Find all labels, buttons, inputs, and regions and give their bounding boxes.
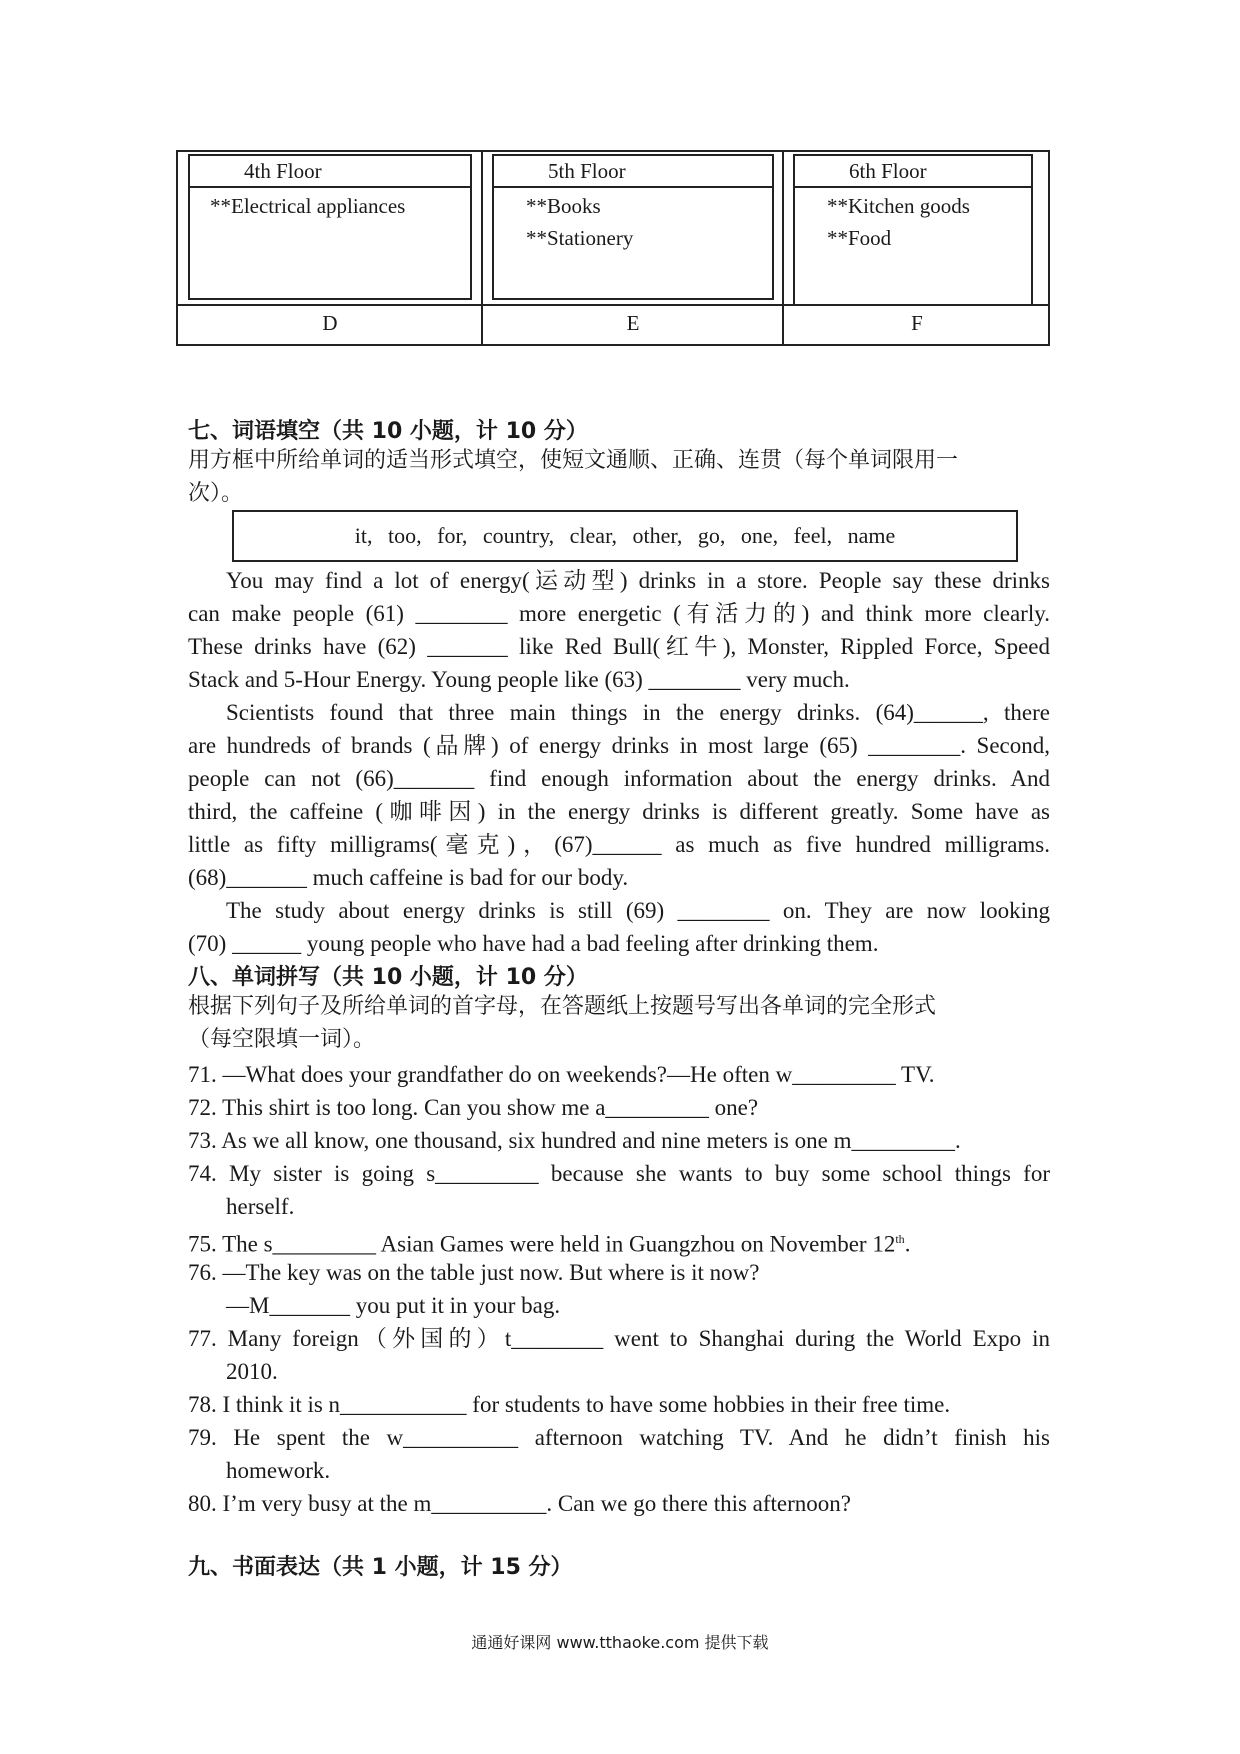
- passage-line: Stack and 5-Hour Energy. Young people like (63) ________ very much.: [188, 667, 850, 692]
- passage-line: These drinks have (62) _______ like Red Bull(红牛), Monster, Rippled Force, Speed: [188, 634, 1050, 659]
- section-instruction: 用方框中所给单词的适当形式填空，使短文通顺、正确、连贯（每个单词限用一: [188, 448, 959, 473]
- option-letter: F: [911, 311, 923, 335]
- question-76: 76. —The key was on the table just now. But where is it now?: [188, 1260, 760, 1285]
- passage-line: Scientists found that three main things in the energy drinks. (64)______, there: [226, 700, 1050, 725]
- passage-line: The study about energy drinks is still (69) ________ on. They are now looking: [226, 898, 1050, 923]
- word-bank-box: it, too, for, country, clear, other, go, one, feel, name: [232, 510, 1018, 562]
- question-74-cont: herself.: [226, 1194, 295, 1219]
- option-letter: D: [322, 311, 338, 335]
- question-77-cont: 2010.: [226, 1359, 278, 1384]
- floor-box-5th: [492, 154, 774, 300]
- question-80: 80. I’m very busy at the m__________. Can we go there this afternoon?: [188, 1491, 852, 1516]
- question-78: 78. I think it is n___________ for students to have some hobbies in their free time.: [188, 1392, 951, 1417]
- floor-box-6th: [793, 154, 1033, 306]
- floor-item: **Food: [827, 226, 892, 250]
- passage-line: can make people (61) ________ more energetic (有活力的) and think more clearly.: [188, 601, 1050, 626]
- floor-item: **Kitchen goods: [827, 194, 970, 218]
- passage-line: people can not (66)_______ find enough information about the energy drinks. And: [188, 766, 1050, 791]
- floor-directory-table: [176, 150, 1050, 346]
- passage-line: (68)_______ much caffeine is bad for our body.: [188, 865, 629, 890]
- section-heading-8: 八、单词拼写（共 10 小题，计 10 分）: [188, 965, 588, 990]
- passage-line: (70) ______ young people who have had a bad feeling after drinking them.: [188, 931, 879, 956]
- question-71: 71. —What does your grandfather do on weekends?—He often w_________ TV.: [188, 1062, 935, 1087]
- section-instruction: 根据下列句子及所给单词的首字母，在答题纸上按题号写出各单词的完全形式: [188, 994, 937, 1019]
- floor-box-4th: [188, 154, 472, 300]
- question-76-reply: —M_______ you put it in your bag.: [226, 1293, 561, 1318]
- question-74: 74. My sister is going s_________ because she wants to buy some school things for: [188, 1161, 1050, 1186]
- page-footer: 通通好课网 www.tthaoke.com 提供下载: [471, 1633, 769, 1652]
- section-instruction: （每空限填一词）。: [188, 1027, 376, 1052]
- question-79: 79. He spent the w__________ afternoon watching TV. And he didn’t finish his: [188, 1425, 1050, 1450]
- passage-line: are hundreds of brands (品牌) of energy drinks in most large (65) ________. Second,: [188, 733, 1050, 758]
- passage-line: You may find a lot of energy(运动型) drinks in a store. People say these drinks: [226, 568, 1050, 593]
- floor-title: 4th Floor: [190, 156, 470, 188]
- question-73: 73. As we all know, one thousand, six hundred and nine meters is one m_________.: [188, 1128, 961, 1153]
- question-72: 72. This shirt is too long. Can you show me a_________ one?: [188, 1095, 759, 1120]
- option-letter: E: [626, 311, 640, 335]
- question-75: 75. The s_________ Asian Games were held in Guangzhou on November 12th.: [188, 1231, 911, 1257]
- floor-title: 6th Floor: [795, 156, 1031, 188]
- question-79-cont: homework.: [226, 1458, 331, 1483]
- floor-item: **Books: [526, 194, 601, 218]
- floor-title: 5th Floor: [494, 156, 772, 188]
- passage-line: third, the caffeine (咖啡因) in the energy drinks is different greatly. Some have as: [188, 799, 1050, 824]
- passage-line: little as fifty milligrams(毫克)，(67)______ as much as five hundred milligrams.: [188, 832, 1050, 857]
- floor-item: **Stationery: [526, 226, 634, 250]
- section-heading-9: 九、书面表达（共 1 小题，计 15 分）: [188, 1555, 573, 1580]
- section-heading-7: 七、词语填空（共 10 小题，计 10 分）: [188, 419, 588, 444]
- floor-item: **Electrical appliances: [210, 194, 406, 218]
- section-instruction: 次）。: [188, 481, 244, 506]
- question-77: 77. Many foreign（外国的）t________ went to Shanghai during the World Expo in: [188, 1326, 1050, 1351]
